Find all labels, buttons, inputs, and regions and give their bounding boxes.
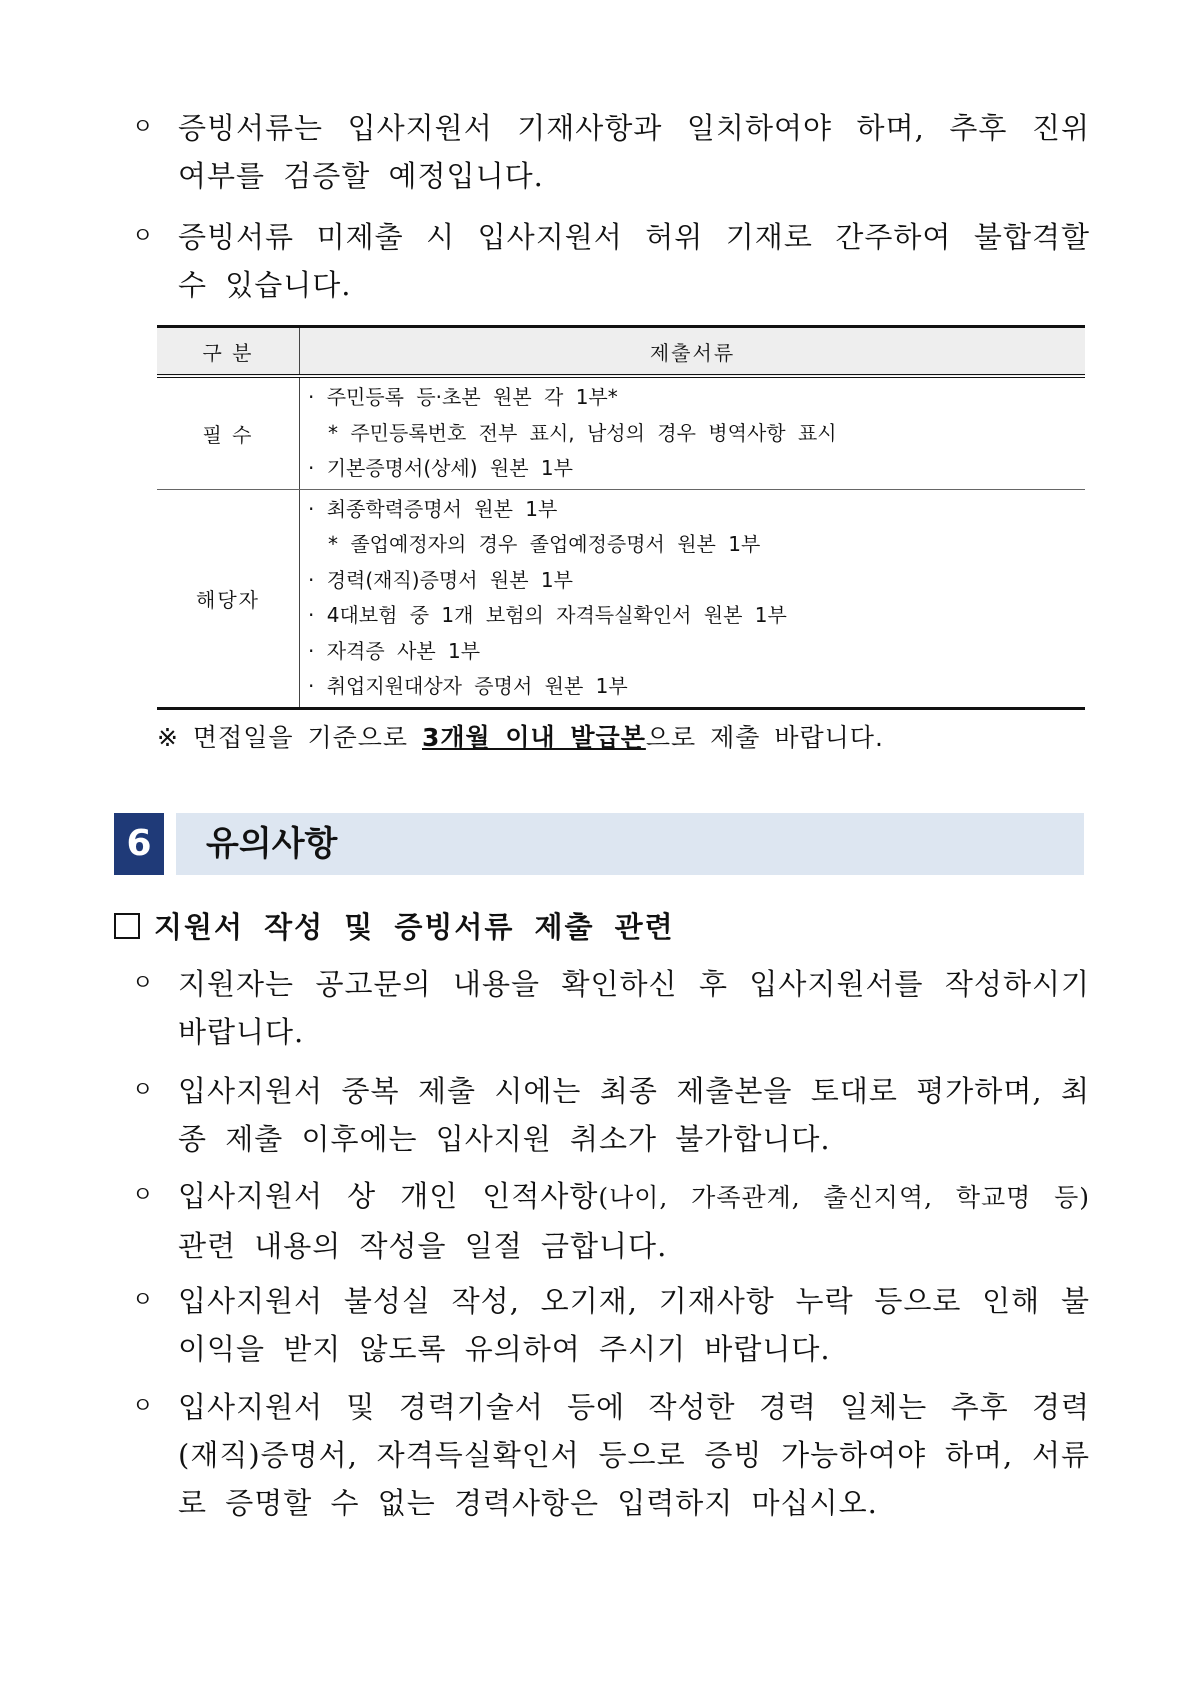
table-row (157, 489, 1085, 708)
issue-date-note (157, 718, 884, 754)
row-category: 필 수 (157, 376, 300, 489)
intro-item-text: 증빙서류는 입사지원서 기재사항과 일치하여야 하며, 추후 진위 여부를 검증할 예정입니다. (178, 111, 1090, 193)
header-category: 구 분 (157, 327, 300, 377)
notice-item-4 (132, 1277, 1090, 1373)
document-note: * 주민등록번호 전부 표시, 남성의 경우 병역사항 표시 (328, 420, 837, 445)
row-category: 해당자 (157, 489, 300, 708)
row-documents (300, 489, 1086, 708)
bullet-mark: ㅇ (132, 1288, 155, 1313)
notice-item-text (178, 1172, 1090, 1270)
notice-item-text: 지원자는 공고문의 내용을 확인하신 후 입사지원서를 작성하시기 바랍니다. (178, 967, 1090, 1049)
header-documents: 제출서류 (300, 327, 1086, 377)
note-emphasis: 3개월 이내 발급본 (422, 723, 646, 752)
row-documents (300, 376, 1086, 489)
bullet-mark: ㅇ (132, 1394, 155, 1419)
section-title: 유의사항 (206, 824, 338, 864)
checkbox-icon (114, 913, 140, 939)
document-line: · 4대보험 중 1개 보험의 자격득실확인서 원본 1부 (308, 603, 787, 627)
document-line: · 자격증 사본 1부 (308, 638, 481, 663)
document-line: · 취업지원대상자 증명서 원본 1부 (308, 674, 628, 698)
bullet-mark: ㅇ (132, 1183, 155, 1208)
notice-item-5 (132, 1383, 1090, 1527)
bullet-mark: ㅇ (132, 115, 155, 140)
table-header-row (157, 327, 1085, 377)
intro-item-2 (132, 213, 1090, 309)
notice-item-1 (132, 960, 1090, 1056)
required-documents-table (157, 325, 1085, 710)
bullet-mark: ㅇ (132, 1078, 155, 1103)
document-note: * 졸업예정자의 경우 졸업예정증명서 원본 1부 (328, 532, 761, 556)
notice-item-text: 입사지원서 불성실 작성, 오기재, 기재사항 누락 등으로 인해 불이익을 받지 않도록 유의하여 주시기 바랍니다. (178, 1284, 1090, 1366)
intro-item-text: 증빙서류 미제출 시 입사지원서 허위 기재로 간주하여 불합격할 수 있습니다. (178, 220, 1090, 302)
document-line: · 주민등록 등·초본 원본 각 1부* (308, 385, 618, 409)
subheading (114, 905, 675, 946)
notice-item-2 (132, 1067, 1090, 1163)
notice-text-after: 관련 내용의 작성을 일절 금합니다. (178, 1229, 668, 1263)
section-number-badge: 6 (114, 813, 164, 875)
notice-item-3 (132, 1172, 1090, 1270)
notice-text-before: 입사지원서 상 개인 인적사항 (178, 1179, 599, 1213)
notice-text-examples: (나이, 가족관계, 출신지역, 학교명 등) (598, 1183, 1090, 1212)
document-line: · 최종학력증명서 원본 1부 (308, 496, 558, 521)
bullet-mark: ㅇ (132, 224, 155, 249)
intro-item-1 (132, 104, 1090, 200)
notice-item-text: 입사지원서 중복 제출 시에는 최종 제출본을 토대로 평가하며, 최종 제출 이후에는 입사지원 취소가 불가합니다. (178, 1074, 1090, 1156)
note-suffix: 으로 제출 바랍니다. (645, 723, 884, 752)
subheading-text: 지원서 작성 및 증빙서류 제출 관련 (154, 910, 675, 944)
document-line: · 경력(재직)증명서 원본 1부 (308, 567, 573, 592)
note-prefix: ※ 면접일을 기준으로 (157, 723, 422, 752)
bullet-mark: ㅇ (132, 971, 155, 996)
notice-item-text: 입사지원서 및 경력기술서 등에 작성한 경력 일체는 추후 경력(재직)증명서, 자격득실확인서 등으로 증빙 가능하여야 하며, 서류로 증명할 수 없는 경력사항은 입력하지 마십시오. (178, 1390, 1090, 1520)
table-row (157, 376, 1085, 489)
document-line: · 기본증명서(상세) 원본 1부 (308, 456, 573, 480)
